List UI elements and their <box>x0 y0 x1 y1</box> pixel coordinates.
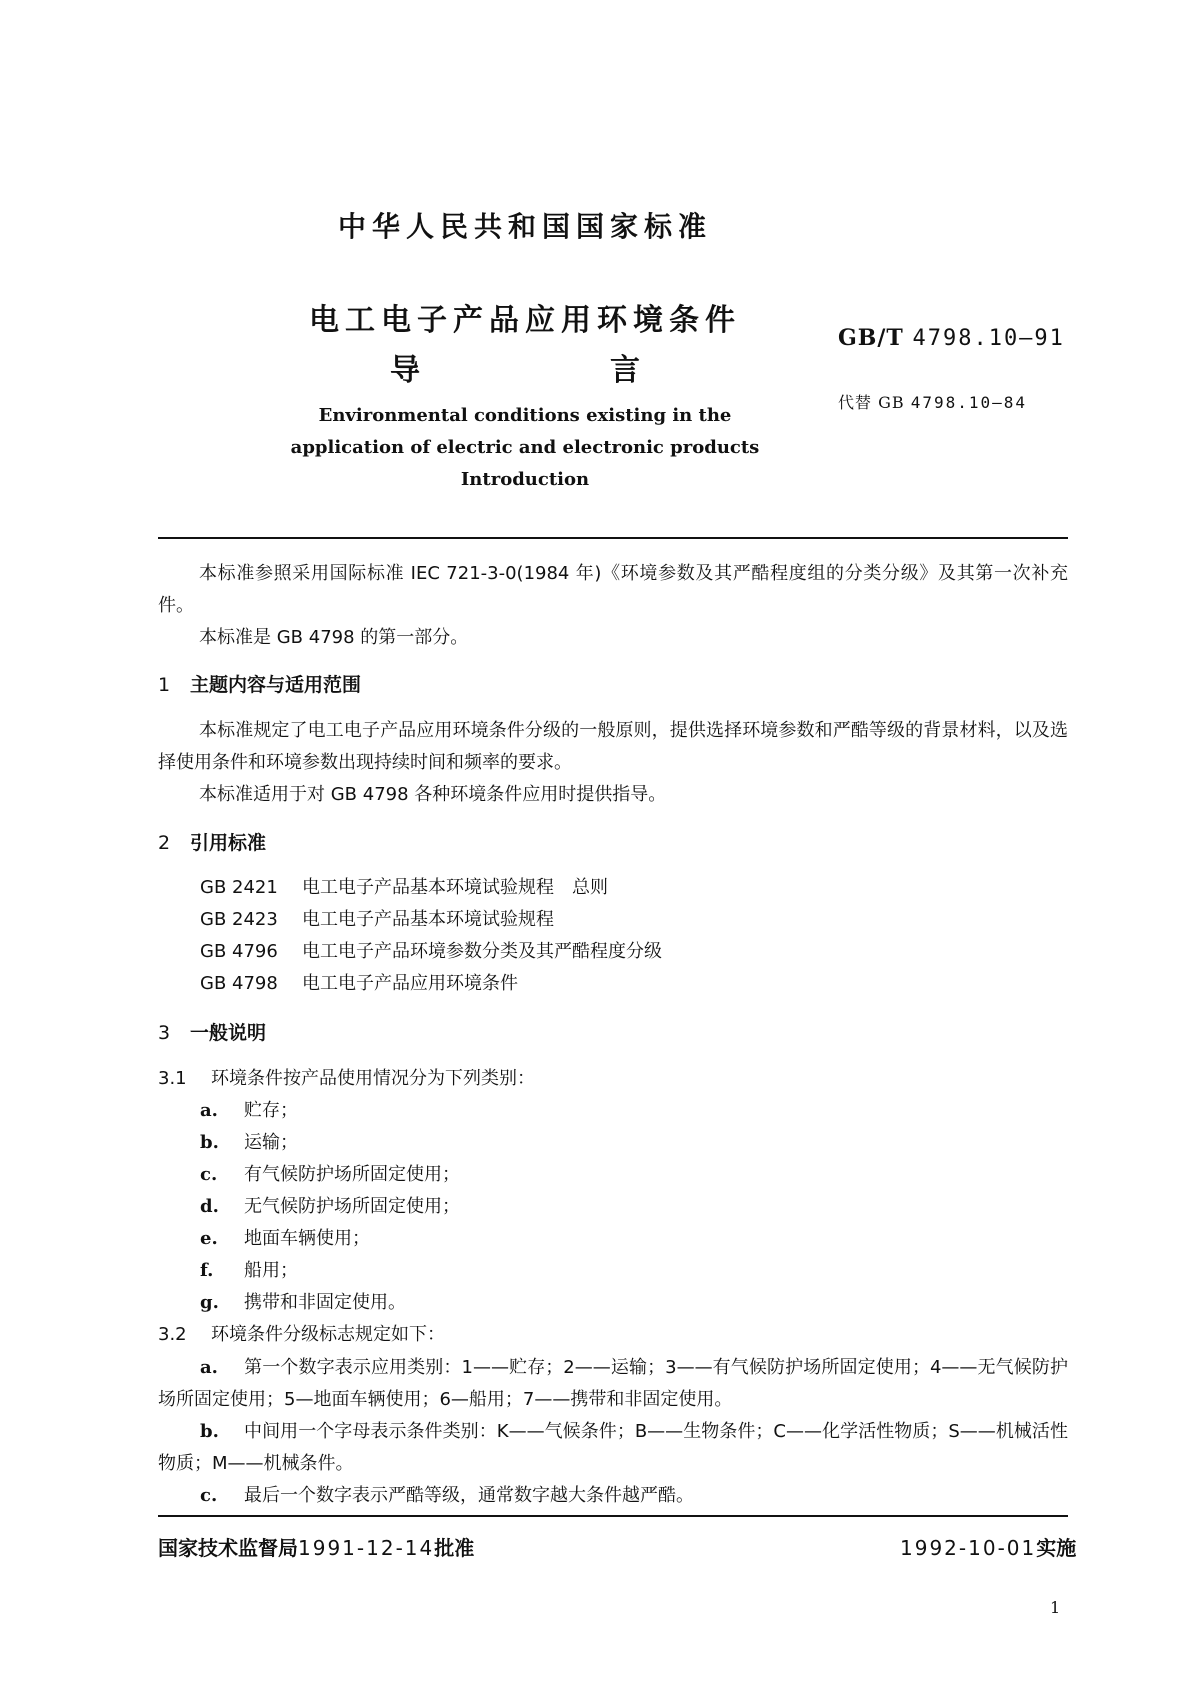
effective-label: 实施 <box>1036 1536 1077 1560</box>
section-3-number: 3 <box>158 1022 171 1044</box>
section-2-number: 2 <box>158 832 171 854</box>
reference-title: 电工电子产品应用环境条件 <box>302 973 518 994</box>
list-item-text: 船用； <box>244 1260 298 1281</box>
section-2-title: 引用标准 <box>190 832 267 854</box>
list-item <box>200 1096 298 1122</box>
section-1-number: 1 <box>158 674 171 696</box>
english-title-line-2: application of electric and electronic products <box>290 437 760 458</box>
list-item-key: b. <box>200 1421 219 1442</box>
reference-item <box>200 873 608 899</box>
list-item-text: 有气候防护场所固定使用； <box>244 1164 460 1185</box>
reference-code: GB 2421 <box>200 877 278 898</box>
page-number: 1 <box>1050 1598 1061 1617</box>
list-item-text: 中间用一个字母表示条件类别：K——气候条件；B——生物条件；C——化学活性物质；S——机械活性物质；M——机械条件。 <box>158 1421 1068 1474</box>
list-item-key: a. <box>200 1357 218 1378</box>
list-item-key: a. <box>200 1100 218 1121</box>
list-item-text: 第一个数字表示应用类别：1——贮存；2——运输；3——有气候防护场所固定使用；4——无气候防护场所固定使用；5—地面车辆使用；6—船用；7——携带和非固定使用。 <box>158 1357 1068 1410</box>
list-item-key: g. <box>200 1292 219 1313</box>
english-title-line-1: Environmental conditions existing in the <box>318 405 732 426</box>
approval-date: 1991-12-14 <box>298 1536 435 1560</box>
section-1-title: 主题内容与适用范围 <box>190 674 362 696</box>
list-item <box>200 1192 460 1218</box>
clause-3-2 <box>158 1320 445 1346</box>
list-item <box>200 1128 298 1154</box>
reference-item <box>200 905 554 931</box>
list-item <box>200 1288 406 1314</box>
header-divider <box>158 537 1068 539</box>
list-item-key: c. <box>200 1485 218 1506</box>
list-item-text: 地面车辆使用； <box>244 1228 370 1249</box>
list-item-key: d. <box>200 1196 219 1217</box>
standard-code: 4798.10—91 <box>912 326 1065 351</box>
reference-item <box>200 937 662 963</box>
reference-title: 电工电子产品基本环境试验规程 总则 <box>302 877 608 898</box>
list-item <box>200 1160 460 1186</box>
list-item-key: e. <box>200 1228 218 1249</box>
document-title: 电工电子产品应用环境条件 <box>309 303 741 338</box>
replaces-prefix: 代替 GB <box>838 393 905 412</box>
subtitle-char-right: 言 <box>610 353 640 388</box>
section-1-paragraph-1: 本标准规定了电工电子产品应用环境条件分级的一般原则，提供选择环境参数和严酷等级的背景材料，以及选择使用条件和环境参数出现持续时间和频率的要求。 <box>158 720 1068 773</box>
list-item-text: 无气候防护场所固定使用； <box>244 1196 460 1217</box>
section-3-title: 一般说明 <box>190 1022 267 1044</box>
list-item-key: b. <box>200 1132 219 1153</box>
list-item-key: c. <box>200 1164 218 1185</box>
section-1-heading <box>158 670 361 697</box>
national-standard-heading: 中华人民共和国国家标准 <box>337 210 712 243</box>
list-item-text: 携带和非固定使用。 <box>244 1292 406 1313</box>
list-item <box>158 1416 1068 1480</box>
clause-3-1 <box>158 1064 535 1090</box>
reference-code: GB 4796 <box>200 941 278 962</box>
effective-date: 1992-10-01 <box>900 1536 1037 1560</box>
section-1-paragraph-2: 本标准适用于对 GB 4798 各种环境条件应用时提供指导。 <box>199 784 667 805</box>
standard-prefix: GB/T <box>838 325 904 351</box>
list-item <box>200 1224 370 1250</box>
effective-line <box>900 1532 1077 1561</box>
approval-label: 批准 <box>434 1536 475 1560</box>
replaces-code: 4798.10—84 <box>910 393 1028 412</box>
list-item <box>158 1480 1068 1512</box>
approval-line <box>158 1532 474 1561</box>
reference-code: GB 2423 <box>200 909 278 930</box>
reference-code: GB 4798 <box>200 973 278 994</box>
section-2-heading <box>158 828 266 855</box>
subtitle-char-left: 导 <box>390 353 420 388</box>
approval-org: 国家技术监督局 <box>158 1536 298 1560</box>
reference-title: 电工电子产品环境参数分类及其严酷程度分级 <box>302 941 662 962</box>
english-title-line-3: Introduction <box>460 469 590 490</box>
list-item <box>158 1352 1068 1416</box>
reference-title: 电工电子产品基本环境试验规程 <box>302 909 554 930</box>
footer-divider <box>158 1515 1068 1517</box>
list-item <box>200 1256 298 1282</box>
intro-paragraph-1: 本标准参照采用国际标准 IEC 721-3-0(1984 年)《环境参数及其严酷程度组的分类分级》及其第一次补充件。 <box>158 563 1068 616</box>
list-item-text: 运输； <box>244 1132 298 1153</box>
clause-3-2-number: 3.2 <box>158 1324 187 1345</box>
reference-item <box>200 969 518 995</box>
document-subtitle <box>390 345 640 389</box>
list-item-text: 贮存； <box>244 1100 298 1121</box>
list-item-text: 最后一个数字表示严酷等级，通常数字越大条件越严酷。 <box>244 1485 694 1506</box>
intro-paragraph-2: 本标准是 GB 4798 的第一部分。 <box>199 627 469 648</box>
section-3-heading <box>158 1018 266 1045</box>
standard-number <box>838 325 1065 351</box>
clause-3-1-text: 环境条件按产品使用情况分为下列类别： <box>211 1068 535 1089</box>
clause-3-2-text: 环境条件分级标志规定如下： <box>211 1324 445 1345</box>
clause-3-1-number: 3.1 <box>158 1068 187 1089</box>
list-item-key: f. <box>200 1260 214 1281</box>
